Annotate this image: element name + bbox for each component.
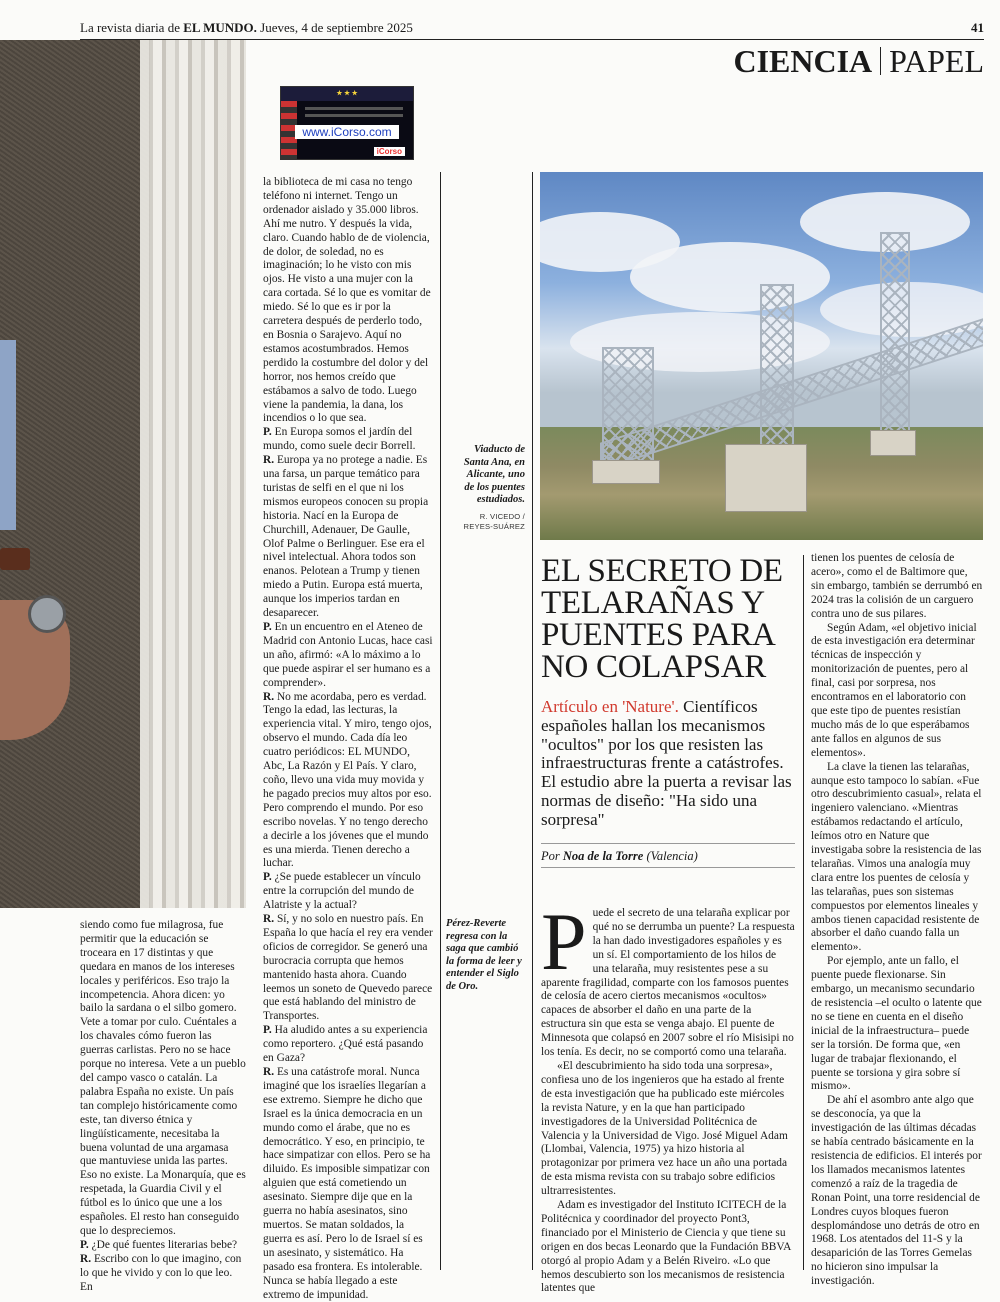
speaker-label: P. bbox=[263, 621, 272, 633]
speaker-text: ¿De qué fuentes literarias bebe? bbox=[91, 1238, 238, 1251]
interview-paragraph bbox=[80, 919, 246, 1239]
speaker-text: ¿Se puede establecer un vínculo entre la corrupción del mundo de Alatriste y la actual? bbox=[263, 871, 421, 912]
speaker-label: R. bbox=[263, 454, 275, 467]
article-divider bbox=[532, 172, 533, 1270]
supplement-name: PAPEL bbox=[889, 43, 984, 79]
speaker-text: En un encuentro en el Ateneo de Madrid con Antonio Lucas, hace casi un año, afirmó: «A lo máximo a lo que puede aspirar el ser humano es a comprender». bbox=[263, 621, 433, 689]
lead-paragraph: uede el secreto de una telaraña explicar por qué no se derrumba un puente? La respuesta la han dado investigadores españoles y es un sí. El comportamiento de los hilos de una telaraña, muy resistentes pese a su aparente fragilidad, comparte con los famosos puentes de celosía de acero ciertos mecanismos «ocultos» capaces de absorber el daño en una parte de la estructura sin que esta se venga abajo. El puente de Minnesota que colapsó en 2007 sobre el río Misisipi no los tenía. Es decir, no se comportó como una telaraña. bbox=[541, 907, 795, 1059]
article-paragraph: Adam es investigador del Instituto ICITECH de la Politécnica y coordinador del proyecto Pont3, financiado por el Ministerio de Ciencia y que tiene su origen en dos becas Leonardo que la Fundación BBVA otorgó al propio Adam y a Belén Riveiro. «Lo que hemos descubierto son los mecanismos de resistencia latentes que bbox=[541, 1199, 791, 1295]
article-kicker: Artículo en 'Nature'. bbox=[541, 697, 679, 716]
byline-rule bbox=[541, 843, 795, 844]
speaker-label: P. bbox=[263, 426, 272, 439]
interview-paragraph bbox=[263, 1066, 433, 1302]
ad-top-bar: ★ ★ ★ bbox=[281, 87, 413, 101]
interview-paragraph bbox=[263, 454, 433, 621]
column-divider bbox=[440, 172, 441, 1270]
running-head-date: Jueves, 4 de septiembre 2025 bbox=[260, 20, 413, 35]
speaker-text: No me acordaba, pero es verdad. Tengo la edad, las lecturas, la experiencia vital. Y miro, tengo ojos, observo el mundo. Cada día leo cuatro periódicos: EL MUNDO, Abc, La Razón y El País. Y claro, coño, llevo una vida muy movida y he pagado precios muy altos por eso. Pero comprendo el mundo. Por eso escribo novelas. Y no tengo derecho a decirle a los jóvenes que el mundo es una mierda. Tienen derecho a luchar. bbox=[263, 690, 432, 870]
section-name: CIENCIA bbox=[733, 43, 873, 79]
interview-paragraph bbox=[80, 1239, 246, 1253]
section-title bbox=[733, 42, 984, 80]
speaker-label: R. bbox=[263, 690, 275, 703]
bridge-photo bbox=[540, 172, 983, 540]
page-number: 41 bbox=[971, 20, 984, 35]
byline-location: (Valencia) bbox=[646, 849, 698, 863]
portrait-photo-caption: Pérez-Reverte regresa con la saga que cambió la forma de leer y entender el Siglo de Oro. bbox=[446, 918, 522, 992]
ad-url[interactable]: www.iCorso.com bbox=[295, 125, 399, 139]
speaker-text: Europa ya no protege a nadie. Es una farsa, un parque temático para turistas de selfi en el que ni los mismos europeos conocen su propia historia. Nací en la Europa de Churchill, Adenauer, De Gaulle, Olof Palme o Berlinguer. Ese era el nivel intelectual. Ahora todos son enanos. Pelotean a Trump y tienen miedo a Putin. Europa está muerta, aunque los imperios tardan en desaparecer. bbox=[263, 454, 429, 620]
interview-column-b bbox=[263, 176, 433, 1302]
article-paragraph: La clave la tienen las telarañas, aunque esto tampoco lo sabían. «Fue otro descubrimiento casual», relata el ingeniero valenciano. «Mientras estábamos redactando el artículo, leímos otro en Nature que investigaba sobre la resistencia de las telarañas. Vimos una analogía muy clara entre los puentes de celosía y las telarañas, pues son sistemas compuestos por elementos lineales y ambos tienen capacidad resistente de absorber el daño cuando falla un elemento». bbox=[811, 760, 982, 954]
article-subhead-block bbox=[541, 698, 795, 830]
interview-paragraph bbox=[80, 1253, 246, 1295]
interview-paragraph bbox=[263, 691, 433, 872]
speaker-text: siendo como fue milagrosa, fue permitir que la educación se troceara en 17 distintas y que quedara en manos de los intereses locales y periféricos. Eso trajo la incompetencia. Ahora dicen: yo bailo la sardana o el silbo gomero. Vete a tomar por culo. Cuéntales a los chavales cómo fueron las guerras carlistas. Pero no se hace porque no interesa. Vete a un pueblo del campo vasco o catalán. La palabra España no existe. Un país tan complejo históricamente como este, tan diverso étnica y lingüísticamente, necesitaba la buena voluntad de una argamasa que mantuviese unida las partes. Eso no existe. La Monarquía, que es respetada, la Guardia Civil y el fútbol es lo único que une a los españoles. El resto han conseguido que lo despreciemos. bbox=[80, 919, 246, 1237]
interview-paragraph bbox=[263, 621, 433, 691]
speaker-label: P. bbox=[80, 1238, 89, 1251]
speaker-text: la biblioteca de mi casa no tengo teléfono ni internet. Tengo un ordenador aislado y 35.000 libros. Ahí me nutro. Y después la vida, claro. Cuando hablo de de violencia, de dolor, de soledad, no es imaginación; lo he visto con mis ojos. He visto a una mujer con la cara cortada. Sé lo que es vomitar de miedo. Sé lo que es ir por la carretera después de perderlo todo, en Bosnia o Sarajevo. Aquí no estamos acostumbrados. Hemos perdido la costumbre del dolor y del horror, nos hemos creído que estábamos a salvo de todo. Luego viene la pandemia, la dana, los incendios o lo que sea. bbox=[263, 176, 431, 425]
portrait-photo bbox=[0, 40, 246, 908]
article-paragraph: Por ejemplo, ante un fallo, el puente puede flexionarse. Sin embargo, un mecanismo secundario de resistencia –el oculto o latente que no se tiene en cuenta en el diseño inicial de la infraestructura– puede ser la torsión. De forma que, «en lugar de trabajar flexionando, el puente se torsiona y gira sobre sí mismo». bbox=[811, 955, 982, 1093]
speaker-label: R. bbox=[263, 1066, 275, 1078]
speaker-label: P. bbox=[263, 1024, 272, 1037]
interview-paragraph bbox=[263, 913, 433, 1024]
interview-paragraph bbox=[263, 176, 433, 426]
article-column-2 bbox=[811, 552, 983, 1289]
article-paragraph: Según Adam, «el objetivo inicial de esta investigación era determinar técnicas de inspección y monitorización de puentes, pero al final, casi por sorpresa, nos encontramos en el laboratorio con que este tipo de puentes resistían mucho más de lo que esperábamos ante fallos en algunos de sus elementos». bbox=[811, 621, 977, 759]
interview-paragraph bbox=[263, 1024, 433, 1066]
speaker-text: Sí, y no solo en nuestro país. En España lo que hacía el rey era vender oficios de corregidor. Se generó una burocracia corrupta que hemos mantenido hasta ahora. Cuando leemos un soneto de Quevedo parece que está hablando del ministro de Transportes. bbox=[263, 913, 433, 1023]
interview-column-a bbox=[80, 919, 246, 1294]
article-paragraph: De ahí el asombro ante algo que se desconocía, ya que la investigación de las últimas décadas se había centrado básicamente en la resistencia de edificios. El interés por los llamados mecanismos latentes comenzó a raíz de la tragedia de Ronan Point, una torre residencial de Londres cuyos bloques fueron desplomándose uno detrás de otro en 1968. Los atentados del 11-S y la desaparición de las Torres Gemelas no hicieron sino impulsar la investigación. bbox=[811, 1094, 982, 1288]
byline-rule-bottom bbox=[541, 867, 795, 868]
article-column-divider bbox=[803, 555, 804, 1270]
speaker-text: Escribo con lo que imagino, con lo que he vivido y con lo que leo. En bbox=[80, 1252, 242, 1293]
byline-prefix: Por bbox=[541, 849, 560, 863]
running-head-brand: EL MUNDO. bbox=[183, 20, 257, 35]
speaker-label: P. bbox=[263, 871, 272, 884]
interview-paragraph bbox=[263, 871, 433, 913]
article-byline bbox=[541, 849, 795, 864]
ad-logo: iCorso bbox=[374, 147, 405, 156]
icorso-ad-banner[interactable] bbox=[280, 86, 414, 160]
speaker-label: R. bbox=[80, 1252, 92, 1265]
interview-paragraph bbox=[263, 426, 433, 454]
running-head bbox=[80, 20, 413, 36]
article-headline: EL SECRETO DE TELARAÑAS Y PUENTES PARA NO COLAPSAR bbox=[541, 553, 783, 685]
speaker-label: R. bbox=[263, 913, 275, 926]
bridge-photo-credit: R. VICEDO / REYES-SUÁREZ bbox=[463, 512, 525, 531]
running-head-prefix: La revista diaria de bbox=[80, 20, 180, 35]
speaker-text: En Europa somos el jardín del mundo, como suele decir Borrell. bbox=[263, 426, 416, 453]
speaker-text: Es una catástrofe moral. Nunca imaginé que los israelíes llegarían a ese extremo. Siempre he dicho que Israel es la única democracia en un mundo como el árabe, que no es democrático. Y eso, en principio, te hace simpatizar con ellos. Pero se ha diluido. Es imposible simpatizar con alguien que está cometiendo un asesinato. Siempre dije que en la guerra no había asesinatos, sino muertos. Se matan soldados, la guerra es así. Pero lo de Israel sí es un asesinato, y sistemático. Ha pasado esa frontera. Es intolerable. Nunca se había llegado a este extremo de impunidad. bbox=[263, 1066, 431, 1301]
article-subhead: Científicos españoles hallan los mecanismos "ocultos" por los que resisten las infraestructuras frente a catástrofes. El estudio abre la puerta a revisar las normas de diseño: "Ha sido una sorpresa" bbox=[541, 697, 792, 829]
article-column-1 bbox=[541, 896, 795, 1296]
article-paragraph: «El descubrimiento ha sido toda una sorpresa», confiesa uno de los ingenieros que ha estado al frente de esta investigación que ha publicado este miércoles la revista Nature, y en la que han participado investigadores de la Universidad Politécnica de Valencia y la Universidad de Vigo. José Miguel Adam (Llombai, Valencia, 1975) ya hizo historia al protagonizar por primera vez hace un año una portada de esta misma revista con su trabajo sobre edificios ultrarresistentes. bbox=[541, 1059, 788, 1198]
drop-cap: P bbox=[541, 896, 587, 987]
byline-author: Noa de la Torre bbox=[562, 849, 644, 863]
speaker-text: Ha aludido antes a su experiencia como reportero. ¿Qué está pasando en Gaza? bbox=[263, 1024, 428, 1065]
article-paragraph: tienen los puentes de celosía de acero», como el de Baltimore que, sin embargo, también se derrumbó en 2024 tras la colisión de un carguero contra uno de sus pilares. bbox=[811, 552, 983, 620]
bridge-photo-caption: Viaducto de Santa Ana, en Alicante, uno de los puentes estudiados. bbox=[463, 444, 525, 506]
